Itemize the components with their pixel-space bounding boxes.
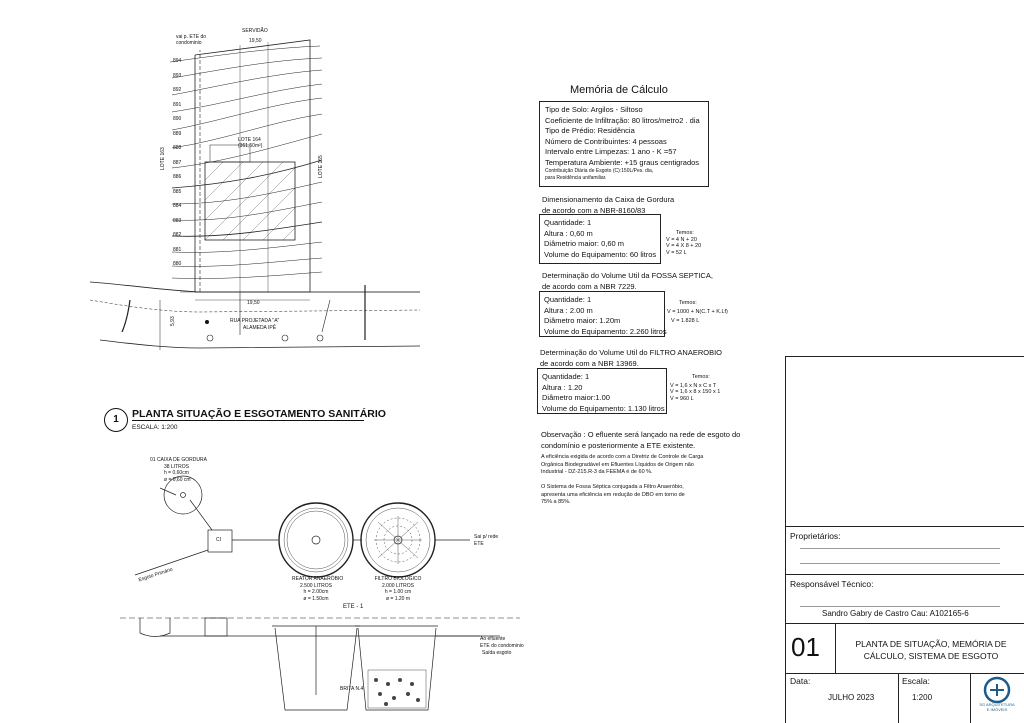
sheet-number: 01 bbox=[791, 632, 820, 662]
site-plan-drawing bbox=[0, 0, 540, 440]
responsavel-name: Sandro Gabry de Castro Cau: A102165-6 bbox=[822, 609, 969, 618]
fossa-termos: Temos: V = 1000 + N(C.T + K.Lf) V = 1.828 L bbox=[667, 300, 728, 324]
contour-labels-left: 894 893 892 891 890 889 888 887 886 885 884 883 882 881 880 bbox=[173, 58, 182, 267]
proprietarios-line-1 bbox=[800, 548, 1000, 549]
ete-note-2: condominio bbox=[176, 40, 202, 46]
sheet-title: PLANTA DE SITUAÇÃO, MEMÓRIA DE CÁLCULO, SISTEMA DE ESGOTO bbox=[855, 639, 1007, 661]
responsavel-line bbox=[800, 606, 1000, 607]
responsavel-label: Responsável Técnico: bbox=[790, 579, 874, 589]
side-dim: 5,93 bbox=[170, 316, 176, 326]
fossa-heading: Determinação do Volume Util da FOSSA SEPTICA, de acordo com a NBR 7229. bbox=[542, 271, 713, 291]
plan-scale: ESCALA: 1:200 bbox=[132, 424, 178, 431]
saida-label: Ao efluente ETE do condominio bbox=[480, 636, 524, 649]
plan-title: PLANTA SITUAÇÃO E ESGOTAMENTO SANITÁRIO bbox=[132, 408, 386, 420]
sai-label: Sai p/ rede ETE bbox=[474, 534, 499, 547]
gordura-box: Quantidade: 1 Altura : 0,60 m Diâmetrio maior: 0,60 m Volume do Equipamento: 60 litros bbox=[539, 214, 661, 264]
tb-divider-1 bbox=[785, 526, 1024, 527]
gordura-heading: Dimensionamento da Caixa de Gordura de acordo com a NBR-8160/83 bbox=[542, 195, 675, 215]
lote-left-label: LOTE 163 bbox=[160, 147, 166, 170]
fossa-box: Quantidade: 1 Altura : 2.00 m Diâmetro maior: 1.20m Volume do Equipamento: 2.260 litros bbox=[539, 291, 665, 337]
proprietarios-line-2 bbox=[800, 563, 1000, 564]
ete-note-1: vai p. ETE do bbox=[176, 34, 207, 40]
tb-divider-2 bbox=[785, 574, 1024, 575]
dim-bottom: 19,50 bbox=[247, 300, 260, 306]
sistema-note: O Sistema de Fossa Séptica conjugada a Filtro Anaeróbio, apresenta uma eficiência em redução de DBO em torno de 75% a 85%. bbox=[541, 484, 685, 505]
data-value: JULHO 2023 bbox=[828, 693, 875, 702]
filtro-heading: Determinação do Volume Util do FILTRO ANAEROBIO de acordo com a NBR 13969. bbox=[540, 348, 723, 368]
lote-center-1: LOTE 164 bbox=[238, 137, 261, 143]
eficiencia-note: A eficiência exigida de acordo com a Diretriz de Controle de Carga Orgânica Biodegradável em Efluentes Líquidos de Origem não Industrial - DZ-215.R-3 da FEEMA é de 60 %. bbox=[541, 454, 704, 475]
filtro-bio-label: FILTRO BIOLÓGICO 2.000 LITROS h = 1.00 cm ø = 1.20 m bbox=[374, 576, 422, 602]
plan-number-circle: 1 bbox=[104, 408, 128, 432]
memoria-title: Memória de Cálculo bbox=[570, 84, 668, 96]
data-label: Data: bbox=[790, 676, 811, 686]
servidao-label: SERVIDÃO bbox=[242, 28, 268, 34]
ci-label: CI bbox=[216, 537, 221, 543]
ete-detail-drawing bbox=[0, 440, 540, 723]
tb-divider-v1 bbox=[835, 623, 836, 673]
plan-title-underline bbox=[132, 420, 364, 421]
reator-label: REATOR ANAERÓBIO 2.500 LITROS h = 2.00cm ø = 1.50cm bbox=[292, 576, 344, 602]
rua-label-2: ALAMEDA IPÊ bbox=[243, 325, 277, 331]
saida-esgoto-label: Saída esgoto bbox=[482, 650, 512, 656]
lote-right-label: LOTE 165 bbox=[318, 155, 324, 178]
tb-divider-4 bbox=[785, 673, 1024, 674]
lote-center-2: (361,50m²) bbox=[238, 143, 263, 149]
caixa-gordura-label: 01 CAIXA DE GORDURA 38 LITROS h = 0,60cm ø = 0,60 cm bbox=[150, 457, 207, 483]
brita-label: BRITA N.4 bbox=[340, 686, 364, 692]
entrada-label: Esgoto Primário bbox=[137, 566, 174, 584]
tb-divider-v2 bbox=[898, 673, 899, 723]
observacao: Observação : O efluente será lançado na rede de esgoto do condomínio e posteriormente a ETE existente. bbox=[541, 430, 741, 450]
escala-label: Escala: bbox=[902, 676, 930, 686]
filtro-box: Quantidade: 1 Altura : 1.20 Diâmetro maior:1.00 Volume do Equipamento: 1.130 litros bbox=[537, 368, 667, 414]
tb-divider-v3 bbox=[970, 673, 971, 723]
gordura-termos: Temos: V = 4 N + 20 V = 4 X 8 + 20 V = 52 L bbox=[666, 230, 702, 256]
tb-divider-3 bbox=[785, 623, 1024, 624]
escala-value: 1:200 bbox=[912, 693, 933, 702]
logo-text: SG ARQUITETURA E IMÓVEIS bbox=[979, 702, 1015, 712]
dim-top: 19,50 bbox=[249, 38, 262, 44]
rua-label-1: RUA PROJETADA "A" bbox=[230, 318, 280, 324]
filtro-termos: Temos: V = 1,6 x N x C x T V = 1,6 x 8 x 150 x 1 V = 960 L bbox=[670, 374, 721, 402]
proprietarios-label: Proprietários: bbox=[790, 531, 841, 541]
solo-box: Tipo de Solo: Argilos - Siltoso Coeficiente de Infiltração: 80 litros/metro2 . dia Tipo de Prédio: Residência Número de Contribuintes: 4 pessoas Intervalo entre Limpezas: 1 ano - K =57 Temperatura Ambiente: +15 graus centigrados Contribuição Diária de Esgoto (C):150L/Pes. dia, para Residência unifamiliar. bbox=[539, 101, 709, 187]
ete-section-title: ETE - 1 bbox=[343, 604, 364, 610]
